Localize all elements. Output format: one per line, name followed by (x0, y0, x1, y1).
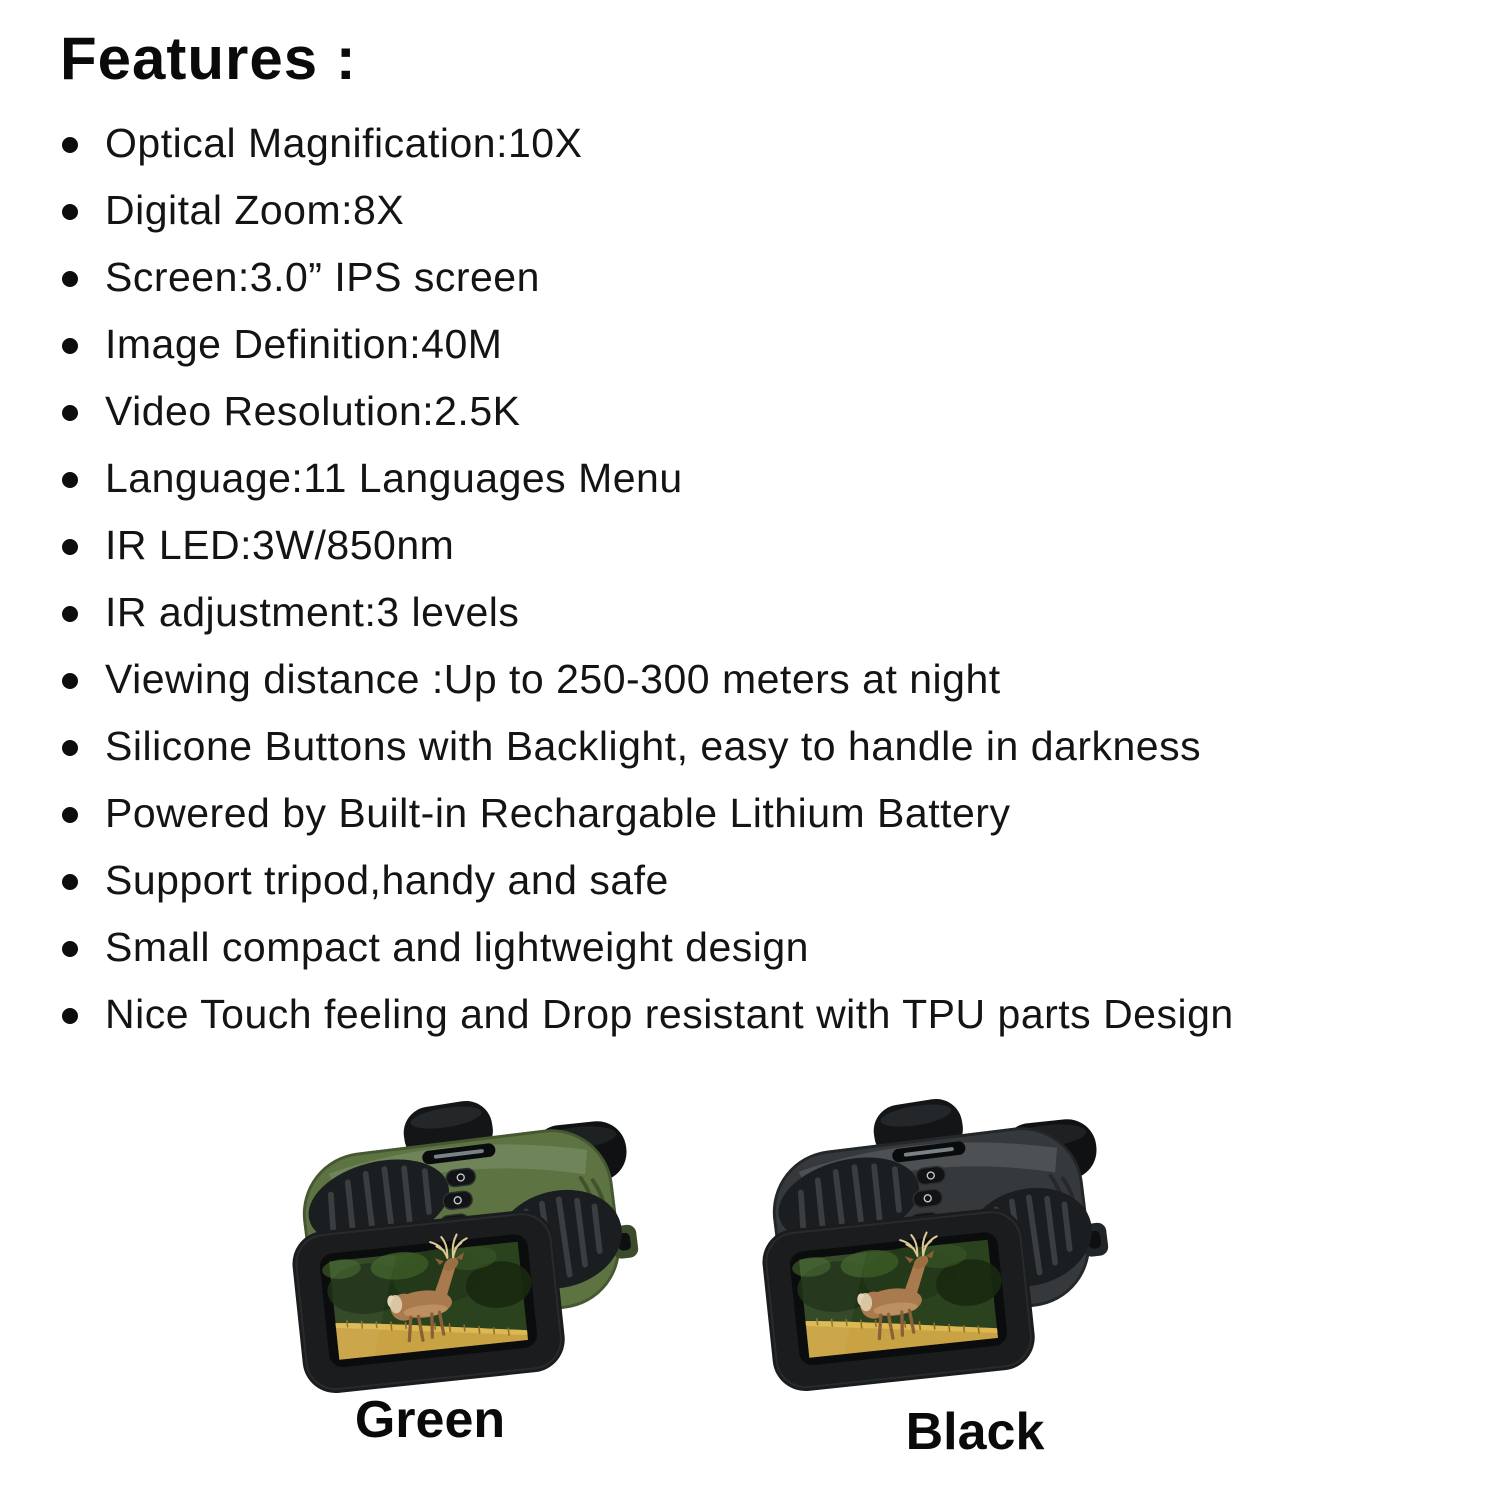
bullet-icon (62, 673, 78, 689)
feature-text: Screen:3.0” IPS screen (105, 254, 540, 300)
feature-item (62, 981, 1482, 1048)
bullet-icon (62, 606, 78, 622)
bullet-icon (62, 204, 78, 220)
feature-item (62, 110, 1482, 177)
bullet-icon (62, 807, 78, 823)
feature-item (62, 445, 1482, 512)
feature-item (62, 847, 1482, 914)
feature-text: Optical Magnification:10X (105, 120, 583, 166)
feature-text: Image Definition:40M (105, 321, 503, 367)
bullet-icon (62, 472, 78, 488)
bullet-icon (62, 740, 78, 756)
feature-text: Silicone Buttons with Backlight, easy to handle in darkness (105, 723, 1202, 769)
product-label-black: Black (905, 1403, 1045, 1461)
feature-text: Small compact and lightweight design (105, 924, 809, 970)
bullet-icon (62, 405, 78, 421)
bullet-icon (62, 539, 78, 555)
bullet-icon (62, 941, 78, 957)
feature-text: IR adjustment:3 levels (105, 589, 520, 635)
feature-text: IR LED:3W/850nm (105, 522, 455, 568)
feature-item (62, 177, 1482, 244)
feature-item (62, 914, 1482, 981)
feature-text: Viewing distance :Up to 250-300 meters at night (105, 656, 1001, 702)
feature-item (62, 512, 1482, 579)
bullet-icon (62, 271, 78, 287)
bullet-icon (62, 874, 78, 890)
bullet-icon (62, 1008, 78, 1024)
bullet-icon (62, 137, 78, 153)
feature-item (62, 646, 1482, 713)
feature-item (62, 378, 1482, 445)
page-title: Features : (60, 25, 357, 92)
feature-item (62, 311, 1482, 378)
feature-item (62, 780, 1482, 847)
feature-text: Digital Zoom:8X (105, 187, 405, 233)
feature-item (62, 713, 1482, 780)
feature-item (62, 579, 1482, 646)
feature-text: Powered by Built-in Rechargable Lithium Battery (105, 790, 1011, 836)
feature-item (62, 244, 1482, 311)
feature-text: Support tripod,handy and safe (105, 857, 669, 903)
bullet-icon (62, 338, 78, 354)
feature-text: Video Resolution:2.5K (105, 388, 521, 434)
binoculars-black-image (746, 1096, 1118, 1396)
feature-text: Nice Touch feeling and Drop resistant with TPU parts Design (105, 991, 1234, 1037)
features-list (62, 110, 1482, 1048)
binoculars-green-image (276, 1098, 648, 1398)
product-label-green: Green (354, 1391, 506, 1449)
feature-text: Language:11 Languages Menu (105, 455, 683, 501)
